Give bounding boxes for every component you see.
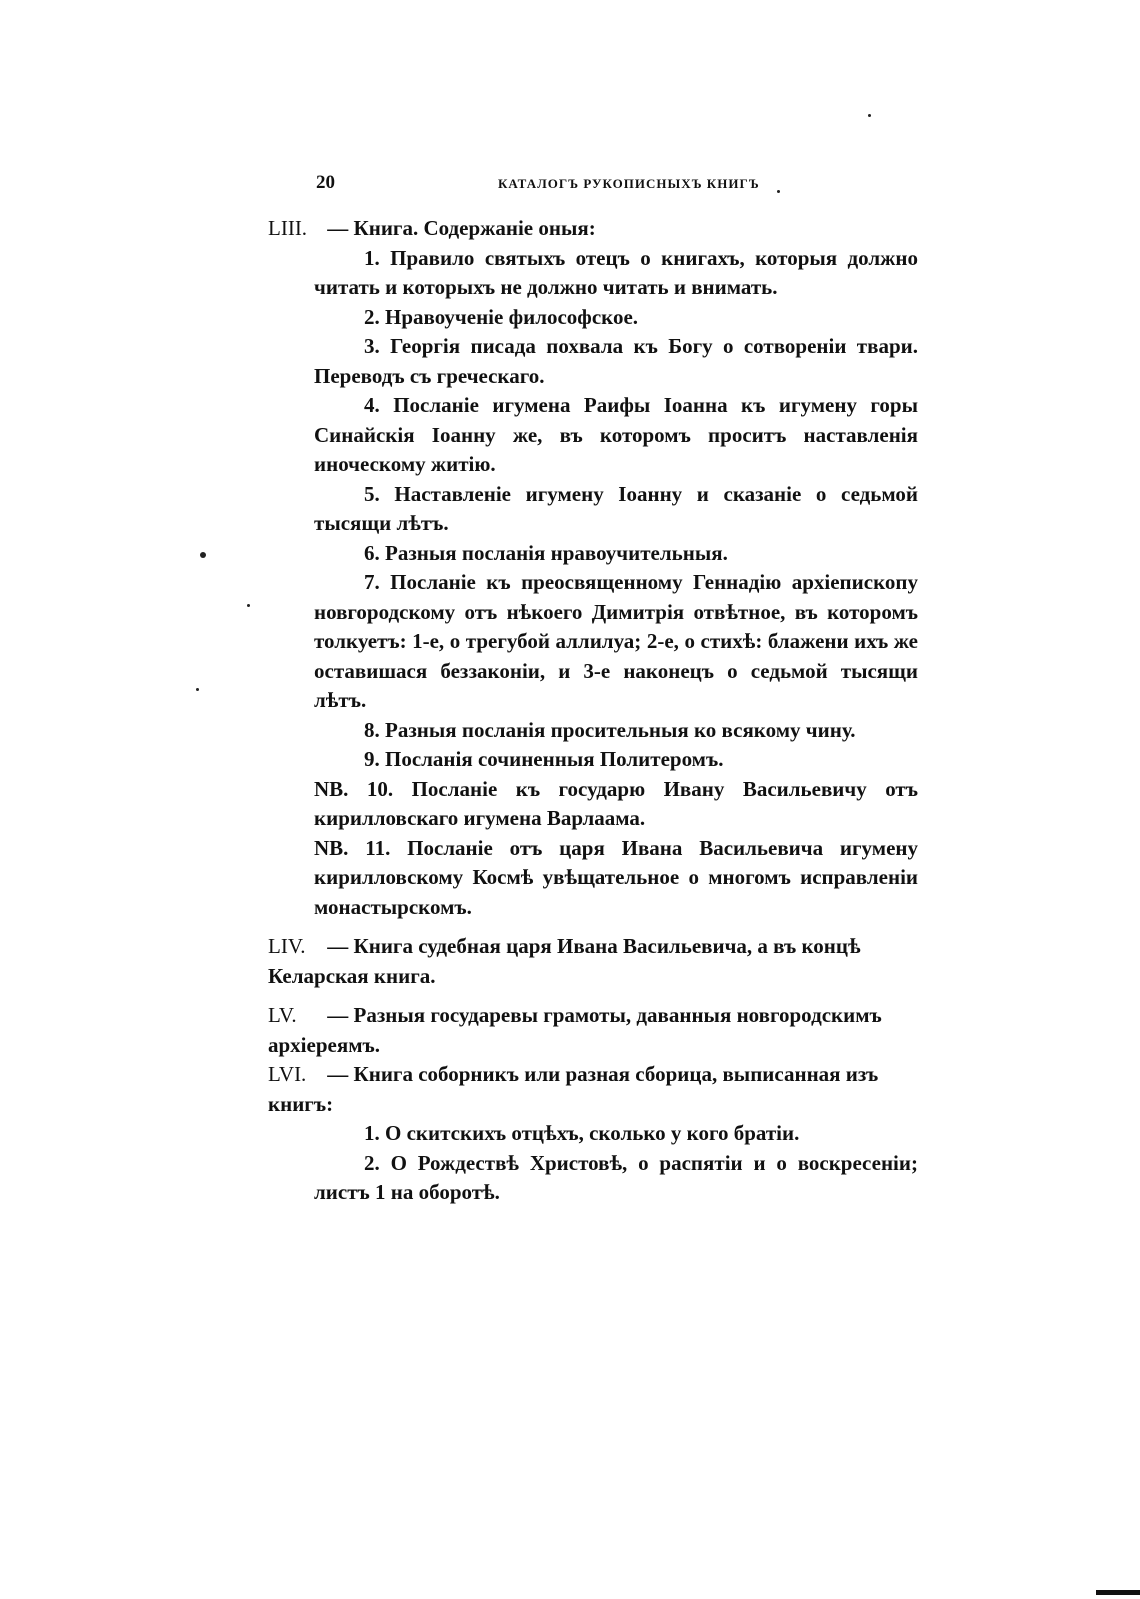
entry-numeral: LV. xyxy=(268,1003,297,1027)
page-header xyxy=(316,172,916,200)
list-item: 2. Нравоученіе философское. xyxy=(364,304,639,329)
page-number: 20 xyxy=(316,172,335,193)
list-item: 6. Разныя посланія нравоучительныя. xyxy=(364,540,728,565)
nb-item: NB. 10. Посланіе къ государю Ивану Васильевичу отъ кирилловскаго игумена Варлаама. xyxy=(314,776,918,830)
list-item: 1. О скитскихъ отцѣхъ, сколько у кого братіи. xyxy=(364,1121,800,1145)
running-head: КАТАЛОГЪ РУКОПИСНЫХЪ КНИГЪ xyxy=(498,176,760,191)
entry-heading xyxy=(268,1060,918,1119)
list-item: 4. Посланіе игумена Раифы Іоанна къ игумену горы Синайскія Іоанну же, въ которомъ проситъ наставленія иноческому житію. xyxy=(314,393,918,476)
list-item: 5. Наставленіе игумену Іоанну и сказаніе о седьмой тысящи лѣтъ. xyxy=(314,481,918,535)
nb-item: NB. 11. Посланіе отъ царя Ивана Васильевича игумену кирилловскому Космѣ увѣщательное о многомъ исправленіи монастырскомъ. xyxy=(314,835,918,919)
entry-title: — Книга соборникъ или разная сборица, выписанная изъ книгъ: xyxy=(268,1062,879,1116)
list-item: 2. О Рождествѣ Христовѣ, о распятіи и о воскресеніи; листъ 1 на оборотѣ. xyxy=(314,1150,918,1204)
catalog-body xyxy=(268,214,918,1208)
entry-numeral: LIII. xyxy=(268,216,308,240)
list-item: 3. Георгія писада похвала къ Богу о сотвореніи твари. Переводъ съ греческаго. xyxy=(314,334,918,388)
list-item: 8. Разныя посланія просительныя ко всякому чину. xyxy=(364,717,856,742)
entry-numeral: LIV. xyxy=(268,934,306,958)
catalog-entry-lvi xyxy=(268,1060,918,1208)
entry-title: — Разныя государевы грамоты, даванныя новгородскимъ архіереямъ. xyxy=(268,1003,882,1057)
scan-speck xyxy=(200,552,206,558)
catalog-entry-liv xyxy=(268,932,918,991)
scan-speck xyxy=(196,688,199,691)
catalog-entry-liii xyxy=(268,214,918,922)
scan-speck xyxy=(247,604,250,607)
entry-title: — Книга судебная царя Ивана Васильевича, а въ концѣ Келарская книга. xyxy=(268,934,861,988)
list-item: 1. Правило святыхъ отецъ о книгахъ, которыя должно читать и которыхъ не должно читать и внимать. xyxy=(314,245,918,299)
list-item: 9. Посланія сочиненныя Политеромъ. xyxy=(364,747,724,771)
scan-speck xyxy=(777,190,780,193)
catalog-entry-lv xyxy=(268,1001,918,1060)
list-item: 7. Посланіе къ преосвященному Геннадію архіепископу новгородскому отъ нѣкоего Димитрія отвѣтное, въ которомъ толкуетъ: 1-е, о трегубой аллилуа; 2-е, о стихѣ: блажени ихъ же оставишася беззаконіи, и 3-е наконецъ о седьмой тысящи лѣтъ. xyxy=(314,570,918,712)
entry-heading xyxy=(268,214,918,244)
entry-heading xyxy=(268,932,918,991)
entry-numeral: LVI. xyxy=(268,1062,307,1086)
entry-title: — Книга. Содержаніе оныя: xyxy=(327,216,596,240)
scan-speck xyxy=(868,114,871,117)
entry-heading xyxy=(268,1001,918,1060)
scan-edge-bar xyxy=(1096,1590,1140,1595)
